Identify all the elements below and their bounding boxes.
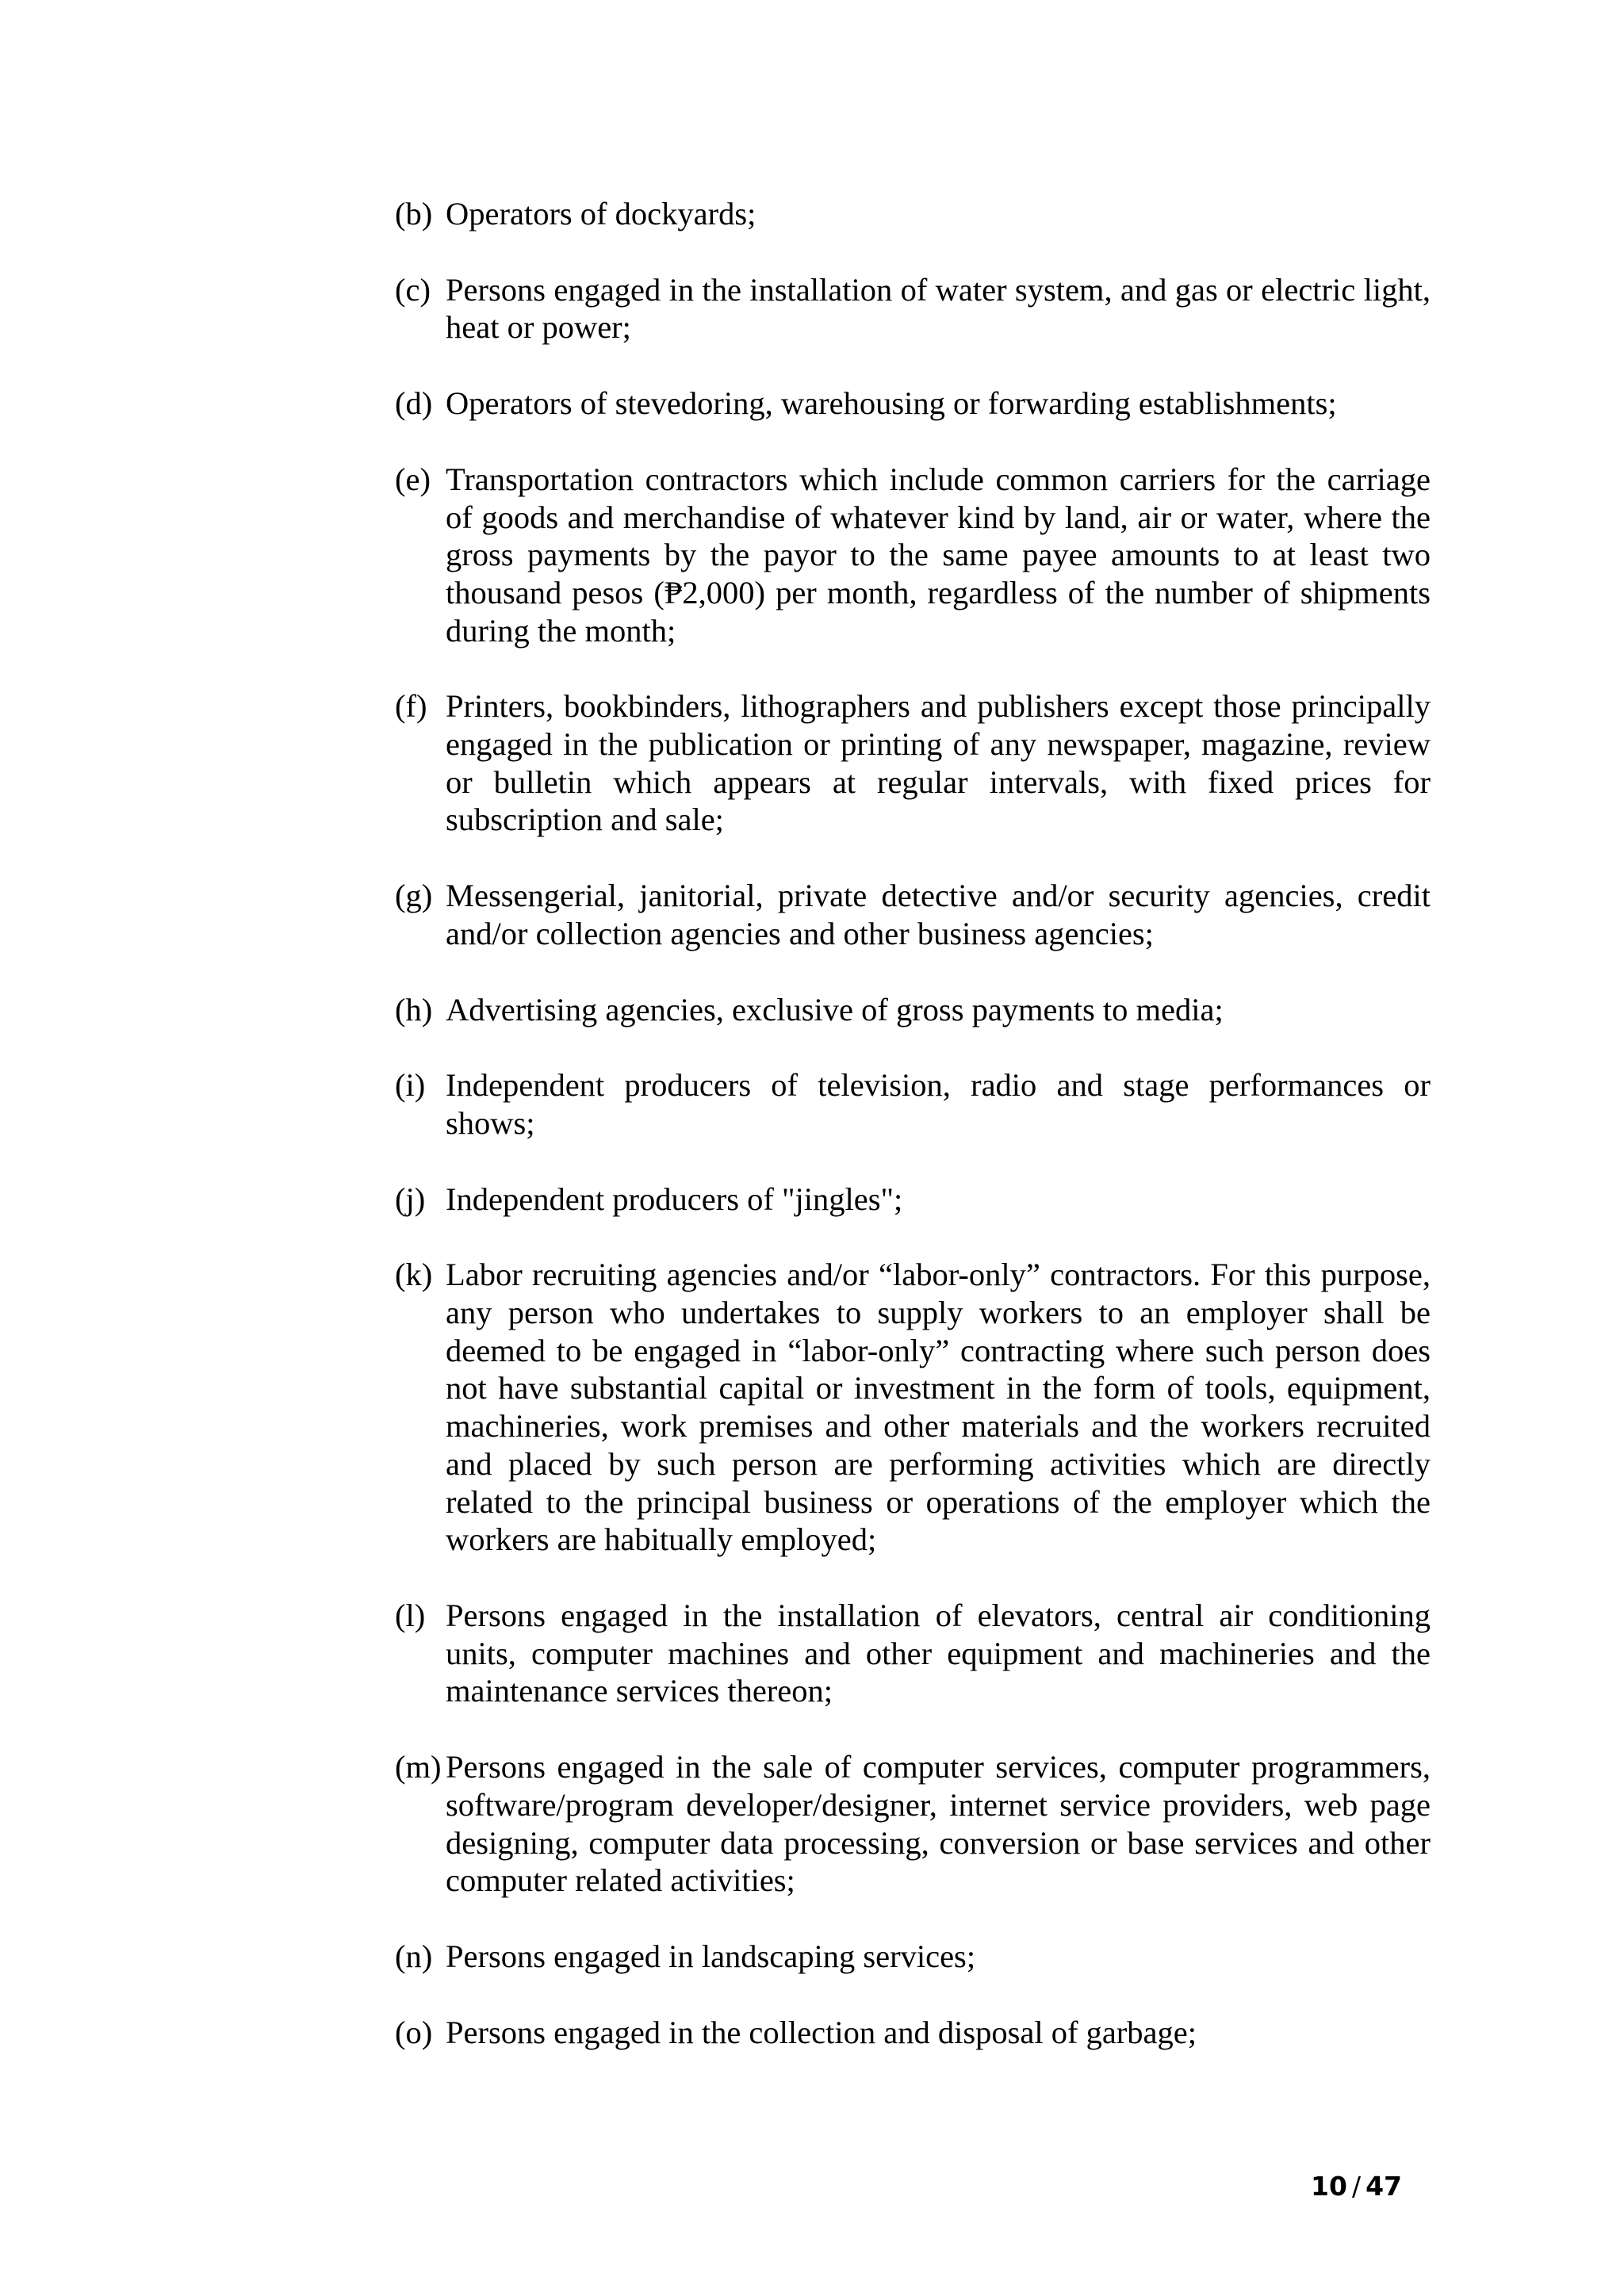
- list-item: [395, 1181, 1431, 1219]
- list-item: [395, 1748, 1431, 1900]
- list-item-text: Independent producers of television, radio and stage performances or shows;: [446, 1067, 1431, 1141]
- list-item-marker: (f): [395, 688, 427, 725]
- list-item-marker: (d): [395, 385, 433, 422]
- list-item-text: Printers, bookbinders, lithographers and publishers except those principally engaged in the publication or printing of any newspaper, magazine, review or bulletin which appears at regular intervals, with fixed prices for subscription and sale;: [446, 688, 1431, 838]
- list-item-text: Persons engaged in the installation of elevators, central air conditioning units, computer machines and other equipment and machineries and the maintenance services thereon;: [446, 1597, 1431, 1709]
- list-item: [395, 1256, 1431, 1559]
- page-number: [1311, 2171, 1402, 2202]
- list-item: [395, 461, 1431, 650]
- list-item-marker: (g): [395, 878, 433, 914]
- list-item-marker: (k): [395, 1257, 433, 1293]
- list-item: [395, 271, 1431, 346]
- list-item-marker: (m): [395, 1749, 442, 1785]
- list-item-text: Independent producers of "jingles";: [446, 1181, 903, 1217]
- list-item-marker: (e): [395, 461, 431, 497]
- list-item: [395, 2014, 1431, 2052]
- list-item-marker: (l): [395, 1597, 426, 1633]
- list-item-text: Persons engaged in landscaping services;: [446, 1938, 976, 1974]
- list-item-text: Operators of dockyards;: [446, 196, 756, 232]
- list-item: [395, 1938, 1431, 1976]
- list-item-marker: (b): [395, 196, 433, 232]
- enumerated-list: [395, 195, 1431, 2089]
- list-item-text: Transportation contractors which include common carriers for the carriage of goods and merchandise of whatever kind by land, air or water, where the gross payments by the payor to the same payee amounts to at least two thousand pesos (₱2,000) per month, regardless of the number of shipments during the month;: [446, 461, 1431, 649]
- list-item-text: Persons engaged in the collection and disposal of garbage;: [446, 2014, 1197, 2050]
- list-item-marker: (c): [395, 271, 431, 308]
- list-item: [395, 195, 1431, 233]
- list-item-text: Advertising agencies, exclusive of gross payments to media;: [446, 991, 1224, 1027]
- list-item-text: Persons engaged in the installation of water system, and gas or electric light, heat or power;: [446, 271, 1431, 346]
- page-number-separator: /: [1351, 2171, 1362, 2202]
- list-item-text: Messengerial, janitorial, private detective and/or security agencies, credit and/or collection agencies and other business agencies;: [446, 878, 1431, 951]
- list-item: [395, 1597, 1431, 1710]
- list-item-marker: (n): [395, 1938, 433, 1974]
- list-item: [395, 385, 1431, 423]
- list-item-marker: (o): [395, 2014, 433, 2050]
- current-page-number: 10: [1311, 2171, 1347, 2202]
- list-item-text: Labor recruiting agencies and/or “labor-only” contractors. For this purpose, any person who undertakes to supply workers to an employer shall be deemed to be engaged in “labor-only” contracting where such person does not have substantial capital or investment in the form of tools, equipment, machineries, work premises and other materials and the workers recruited and placed by such person are performing activities which are directly related to the principal business or operations of the employer which the workers are habitually employed;: [446, 1257, 1431, 1558]
- list-item-marker: (h): [395, 991, 433, 1027]
- list-item-marker: (j): [395, 1181, 426, 1217]
- list-item-marker: (i): [395, 1067, 426, 1104]
- list-item: [395, 991, 1431, 1029]
- total-pages-number: 47: [1365, 2171, 1402, 2202]
- list-item-text: Operators of stevedoring, warehousing or forwarding establishments;: [446, 385, 1337, 422]
- list-item: [395, 1066, 1431, 1142]
- list-item: [395, 877, 1431, 952]
- list-item-text: Persons engaged in the sale of computer services, computer programmers, software/program developer/designer, internet service providers, web page designing, computer data processing, conversion or base services and other computer related activities;: [446, 1749, 1431, 1899]
- list-item: [395, 687, 1431, 839]
